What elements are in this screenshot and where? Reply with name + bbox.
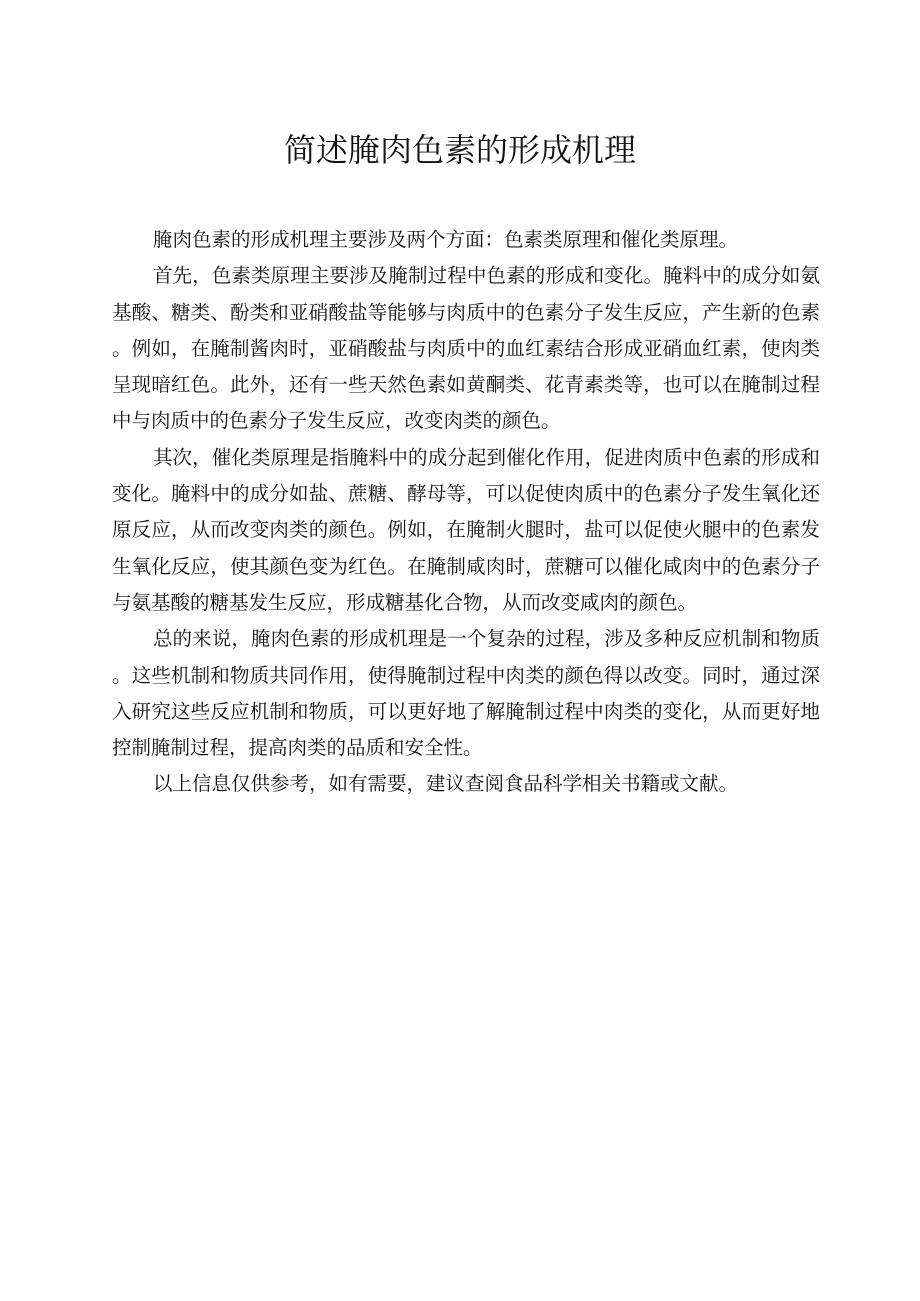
document-title: 简述腌肉色素的形成机理 (283, 131, 636, 169)
paragraph-pigment-principle: 首先，色素类原理主要涉及腌制过程中色素的形成和变化。腌料中的成分如氨基酸、糖类、酚类和亚硝酸盐等能够与肉质中的色素分子发生反应，产生新的色素。例如，在腌制酱肉时，亚硝酸盐与肉质中的血红素结合形成亚硝血红素，使肉类呈现暗红色。此外，还有一些天然色素如黄酮类、花青素类等，也可以在腌制过程中与肉质中的色素分子发生反应，改变肉类的颜色。 (112, 264, 820, 433)
paragraph-catalysis-principle: 其次，催化类原理是指腌料中的成分起到催化作用，促进肉质中色素的形成和变化。腌料中的成分如盐、蔗糖、酵母等，可以促使肉质中的色素分子发生氧化还原反应，从而改变肉类的颜色。例如，在腌制火腿时，盐可以促使火腿中的色素发生氧化反应，使其颜色变为红色。在腌制咸肉时，蔗糖可以催化咸肉中的色素分子与氨基酸的糖基发生反应，形成糖基化合物，从而改变咸肉的颜色。 (112, 445, 820, 614)
paragraph-summary: 总的来说，腌肉色素的形成机理是一个复杂的过程，涉及多种反应机制和物质。这些机制和物质共同作用，使得腌制过程中肉类的颜色得以改变。同时，通过深入研究这些反应机制和物质，可以更好地了解腌制过程中肉类的变化，从而更好地控制腌制过程，提高肉类的品质和安全性。 (112, 627, 820, 760)
paragraph-intro: 腌肉色素的形成机理主要涉及两个方面：色素类原理和催化类原理。 (152, 228, 738, 251)
paragraph-disclaimer: 以上信息仅供参考，如有需要，建议查阅食品科学相关书籍或文献。 (152, 772, 738, 796)
document-body (112, 222, 820, 803)
